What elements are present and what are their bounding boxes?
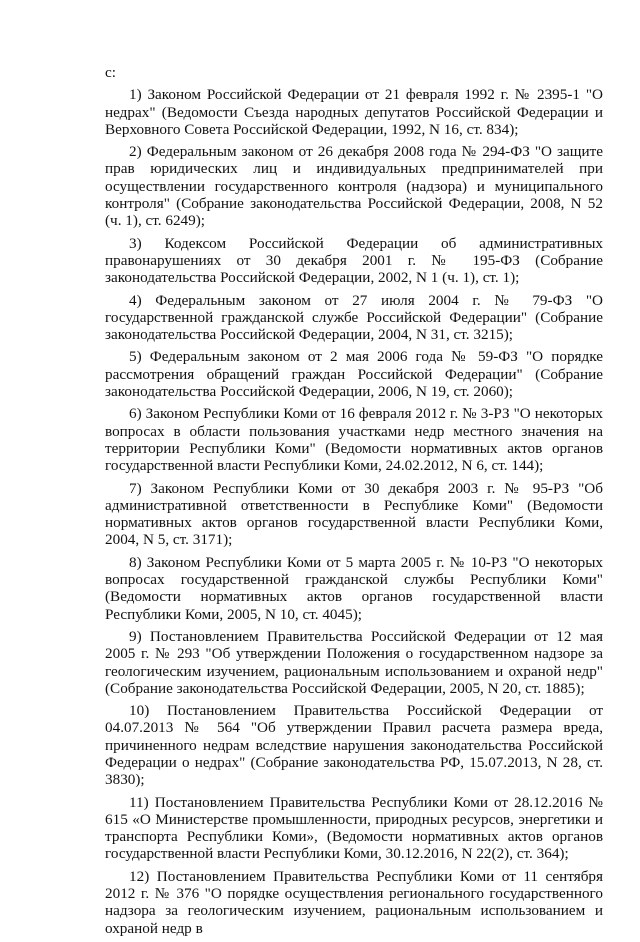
list-item: 9) Постановлением Правительства Российской Федерации от 12 мая 2005 г. № 293 "Об утверждении Положения о государственном надзоре за геологическим изучением, рациональным использованием и охраной недр" (Собрание законодательства Российской Федерации, 2005, N 20, ст. 1885); [105, 627, 603, 697]
list-item: 12) Постановлением Правительства Республики Коми от 11 сентября 2012 г. № 376 "О порядке осуществления регионального государственного надзора за геологическим изучением, рациональным использованием и охраной недр в [105, 867, 603, 937]
list-item: 4) Федеральным законом от 27 июля 2004 г. № 79-ФЗ "О государственной гражданской службе Российской Федерации" (Собрание законодательства Российской Федерации, 2004, N 31, ст. 3215); [105, 291, 603, 344]
list-item: 1) Законом Российской Федерации от 21 февраля 1992 г. № 2395-1 "О недрах" (Ведомости Съезда народных депутатов Российской Федерации и Верховного Совета Российской Федерации, 1992, N 16, ст. 834); [105, 86, 603, 138]
list-item: 3) Кодексом Российской Федерации об административных правонарушениях от 30 декабря 2001 г. № 195-ФЗ (Собрание законодательства Российской Федерации, 2002, N 1 (ч. 1), ст. 1); [105, 234, 603, 287]
list-item: 8) Законом Республики Коми от 5 марта 2005 г. № 10-РЗ "О некоторых вопросах государственной гражданской службы Республики Коми" (Ведомости нормативных актов органов государственной власти Республики Коми, 2005, N 10, ст. 4045); [105, 553, 603, 623]
list-item: 11) Постановлением Правительства Республики Коми от 28.12.2016 № 615 «О Министерстве промышленности, природных ресурсов, энергетики и транспорта Республики Коми», (Ведомости нормативных актов органов государственной власти Республики Коми, 30.12.2016, N 22(2), ст. 364); [105, 793, 603, 863]
list-item: 2) Федеральным законом от 26 декабря 2008 года № 294-ФЗ "О защите прав юридических лиц и индивидуальных предпринимателей при осуществлении государственного контроля (надзора) и муниципального контроля" (Собрание законодательства Российской Федерации, 2008, N 52 (ч. 1), ст. 6249); [105, 143, 603, 230]
intro-text: с: [105, 64, 116, 81]
list-item: 5) Федеральным законом от 2 мая 2006 года № 59-ФЗ "О порядке рассмотрения обращений граждан Российской Федерации" (Собрание законодательства Российской Федерации, 2006, N 19, ст. 2060); [105, 348, 603, 401]
document-body [105, 64, 603, 942]
list-item: 7) Законом Республики Коми от 30 декабря 2003 г. № 95-РЗ "Об административной ответственности в Республике Коми" (Ведомости нормативных актов органов государственной власти Республики Коми, 2004, N 5, ст. 3171); [105, 479, 603, 549]
list-item: 10) Постановлением Правительства Российской Федерации от 04.07.2013 № 564 "Об утверждении Правил расчета размера вреда, причиненного недрам вследствие нарушения законодательства Российской Федерации о недрах" (Собрание законодательства РФ, 15.07.2013, N 28, ст. 3830); [105, 702, 603, 789]
list-item: 6) Законом Республики Коми от 16 февраля 2012 г. № 3-РЗ "О некоторых вопросах в области пользования участками недр местного значения на территории Республики Коми" (Ведомости нормативных актов органов государственной власти Республики Коми, 24.02.2012, N 6, ст. 144); [105, 405, 603, 475]
